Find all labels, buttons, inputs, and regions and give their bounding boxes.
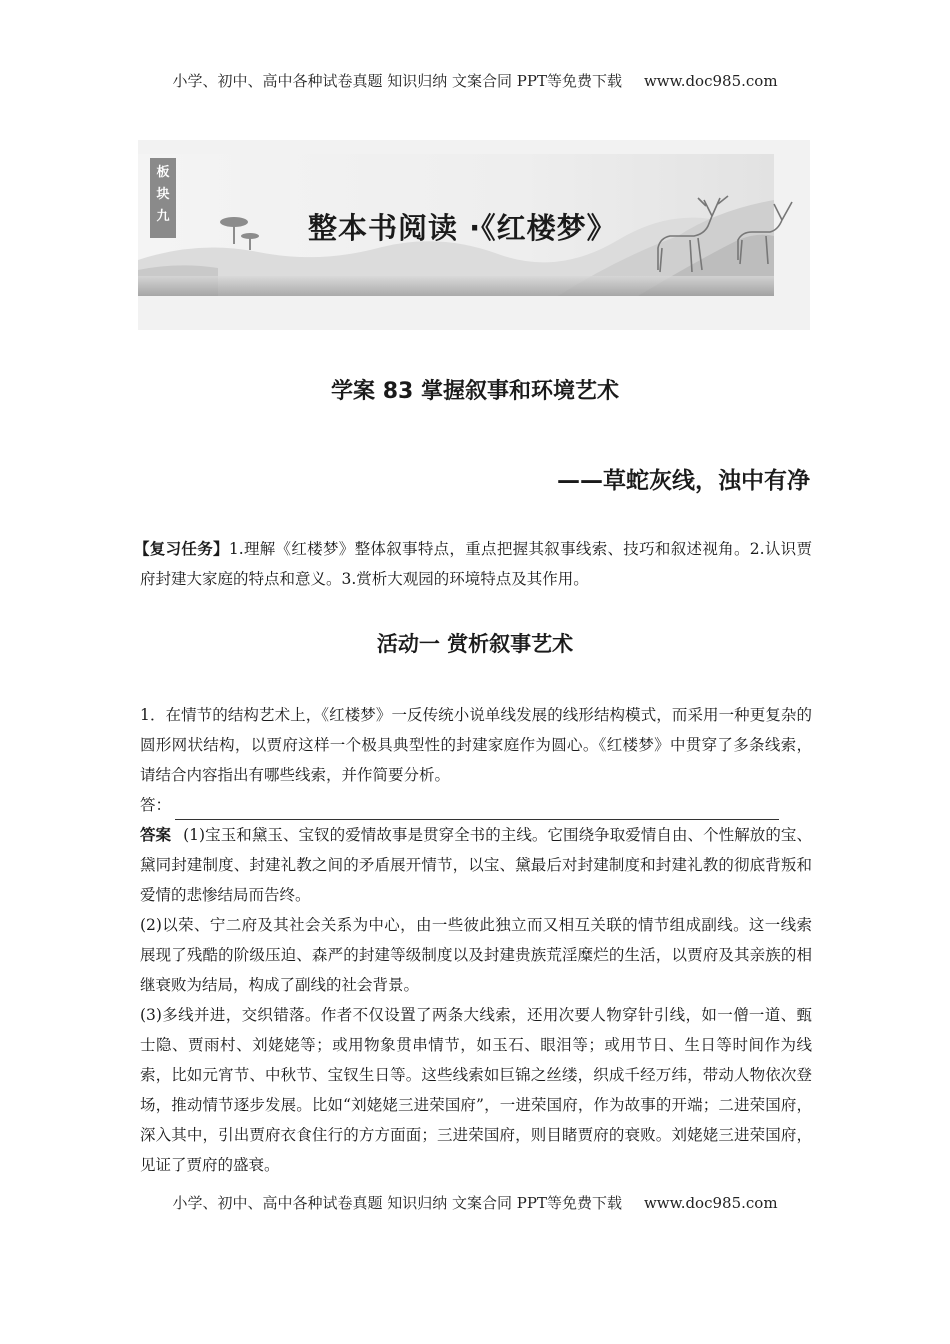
- block-char-3: 九: [156, 209, 170, 224]
- lesson-subtitle: ——草蛇灰线，浊中有净: [557, 468, 810, 494]
- answer-blank[interactable]: [175, 797, 779, 820]
- question-text: 1．在情节的结构艺术上，《红楼梦》一反传统小说单线发展的线形结构模式，而采用一种更复杂的圆形网状结构，以贾府这样一个极具典型性的封建家庭作为圆心。《红楼梦》中贯穿了多条线索，请结合内容指出有哪些线索，并作简要分析。: [140, 706, 812, 784]
- answer-line: [140, 790, 812, 820]
- review-task: [134, 534, 812, 594]
- answer-paragraph-1: (1)宝玉和黛玉、宝钗的爱情故事是贯穿全书的主线。它围绕争取爱情自由、个性解放的宝、黛同封建制度、封建礼教之间的矛盾展开情节，以宝、黛最后对封建制度和封建礼教的彻底背叛和爱情的悲惨结局而告终。: [140, 826, 812, 904]
- lesson-title: 学案 83 掌握叙事和环境艺术: [331, 379, 619, 404]
- footer-url[interactable]: www.doc985.com: [643, 1194, 778, 1212]
- header-text: 小学、初中、高中各种试卷真题 知识归纳 文案合同 PPT等免费下载: [172, 72, 622, 90]
- question-block: [140, 700, 812, 1180]
- block-char-1: 板: [156, 165, 170, 180]
- block-tag: [150, 158, 176, 238]
- answer-label: 答案: [140, 826, 172, 844]
- block-char-2: 块: [156, 187, 170, 202]
- answer-prompt: 答：: [140, 796, 172, 814]
- review-task-label: 【复习任务】: [134, 540, 229, 558]
- review-task-text: 1.理解《红楼梦》整体叙事特点，重点把握其叙事线索、技巧和叙述视角。2.认识贾府封建大家庭的特点和意义。3.赏析大观园的环境特点及其作用。: [140, 540, 812, 588]
- page-footer: [0, 1192, 950, 1213]
- footer-text: 小学、初中、高中各种试卷真题 知识归纳 文案合同 PPT等免费下载: [172, 1194, 622, 1212]
- answer-paragraph-2: (2)以荣、宁二府及其社会关系为中心，由一些彼此独立而又相互关联的情节组成副线。这一线索展现了残酷的阶级压迫、森严的封建等级制度以及封建贵族荒淫糜烂的生活，以贾府及其亲族的相继衰败为结局，构成了副线的社会背景。: [140, 916, 812, 994]
- section-banner: [138, 140, 810, 330]
- banner-title: 整本书阅读 ·《红楼梦》: [308, 211, 617, 245]
- answer-paragraph-3: (3)多线并进，交织错落。作者不仅设置了两条大线索，还用次要人物穿针引线，如一僧一道、甄士隐、贾雨村、刘姥姥等；或用物象贯串情节，如玉石、眼泪等；或用节日、生日等时间作为线索，比如元宵节、中秋节、宝钗生日等。这些线索如巨锦之丝缕，织成千经万纬，带动人物依次登场，推动情节逐步发展。比如“刘姥姥三进荣国府”，一进荣国府，作为故事的开端；二进荣国府，深入其中，引出贾府衣食住行的方方面面；三进荣国府，则目睹贾府的衰败。刘姥姥三进荣国府，见证了贾府的盛衰。: [140, 1006, 812, 1174]
- page-header: [0, 70, 950, 91]
- header-url[interactable]: www.doc985.com: [643, 72, 778, 90]
- activity-heading: 活动一 赏析叙事艺术: [376, 632, 574, 656]
